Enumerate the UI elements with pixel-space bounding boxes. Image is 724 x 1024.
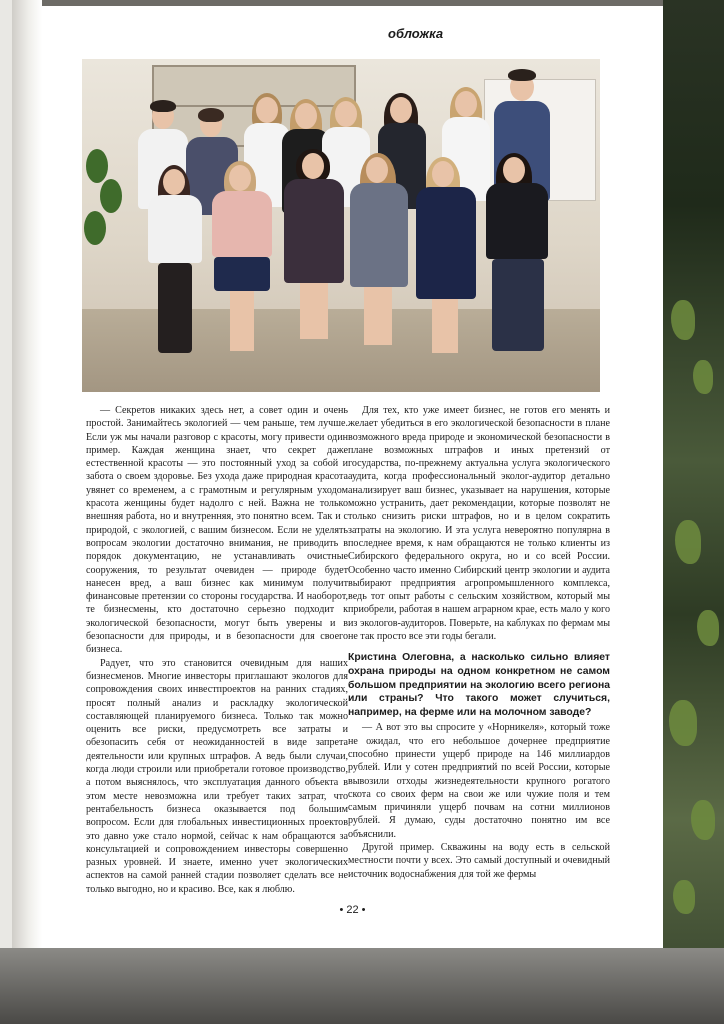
paragraph: Для тех, кто уже имеет бизнес, не готов его менять и желает убедиться в его экологической безопасности в плане возможного вреда природе и экономической безопасности в плане возможных штрафов и иных претензий от государства, по-прежнему актуальна услуга экологического аудита, когда профессиональный эколог-аудитор детально анализирует ваш бизнес, указывает на нарушения, которые можно устранить, дает рекомендации, которые позволят не только снизить риски штрафов, но и в целом сократить затраты на экологию. И эта услуга невероятно популярна в последнее время, к нам обращаются не только клиенты из Сибирского федерального округа, но и со всей России. Особенно часто именно Сибирский центр экологии и аудита выбирают предприятия агропромышленного комплекса, ведь тот опыт работы с сельским хозяйством, который мы приобрели, работая в нашем аграрном крае, есть мало у кого из экологов-аудиторов. Поверьте, на каблуках по фермам мы не так просто все эти годы бегали. [348,405,610,643]
adjacent-page-photo-edge [663,0,724,1024]
group-photo-icon [82,59,600,392]
scan-left-margin [0,0,12,1024]
article-column-left [86,404,348,896]
scanner-bottom-edge [0,948,724,1024]
interview-question: Кристина Олеговна, а насколько сильно влияет охрана природы на одном конкретном не самом большом предприятии на экологию всего региона или страны? Что такого может случиться, например, на ферме или на молочном заводе? [348,652,610,718]
magazine-page [42,6,663,948]
article-column-right [348,404,610,881]
paragraph: — А вот это вы спросите у «Норникеля», который тоже не ожидал, что его небольшое дочернее предприятие способно принести ущерб природе на 146 миллиардов рублей. Или у сотен предприятий по всей России, которые вывозили отходы жизнедеятельности крупного рогатого скота со своих ферм на свои же или чужие поля и тем самым причиняли ущерб почвам на сотни миллионов рублей. Я думаю, суды достаточно понятно им все объяснили. [348,722,610,840]
page-number: • 22 • [339,904,366,916]
page-gutter-shadow [12,0,42,1024]
section-label: обложка [388,26,444,41]
paragraph: — Секретов никаких здесь нет, а совет один и очень простой. Занимайтесь экологией — чем раньше, тем лучше. Если уж мы начали разговор с красоты, могу привести один пример. Каждая женщина знает, что секрет даже естественной красоты — это постоянный уход за собой и забота о своем здоровье. Без ухода даже природная красота увянет со временем, а с грамотным и регулярным уходом красота женщины будет надолго с ней. Важна не только внешняя работа, но и внутренняя, это понятно всем. Так и с природой, с экологией, с вашим бизнесом. Если не уделять вопросам экологии достаточно внимания, не приводить в порядок документацию, не устанавливать очистные сооружения, то результат очевиден — природе будет нанесен вред, а ваш бизнес как минимум получит финансовые претензии со стороны государства. И наоборот, те бизнесмены, кто достаточно серьезно подходит к экологической безопасности, могут быть уверены и в безопасности для природы, и в безопасности для своего бизнеса. [86,405,348,656]
paragraph: Радует, что это становится очевидным для наших бизнесменов. Многие инвесторы приглашают экологов для сопровождения своих инвестпроектов на ранних стадиях, просят полный анализ и раскладку экологической составляющей планируемого бизнеса. Только так можно оценить все риски, предусмотреть все затраты и обезопасить себя от неожиданностей в виде запрета деятельности или крупных штрафов. А ведь были случаи, когда люди строили или приобретали готовое производство, а потом выяснялось, что эксплуатация данного объекта в этом месте невозможна или требует таких затрат, что рентабельность бизнеса оказывается под большим вопросом. Если для глобальных инвестиционных проектов это давно уже стало нормой, сейчас к нам обращаются за консультацией и сопровождением инвесторы совершенно разных уровней. И знаете, именно учет экологических аспектов на самой ранней стадии позволяет сделать все не только выгодно, но и красиво. Все, как я люблю. [86,657,348,895]
paragraph: Другой пример. Скважины на воду есть в сельской местности почти у всех. Это самый доступный и очевидный источник водоснабжения для той же фермы [348,841,610,880]
plant-icon [82,149,130,269]
